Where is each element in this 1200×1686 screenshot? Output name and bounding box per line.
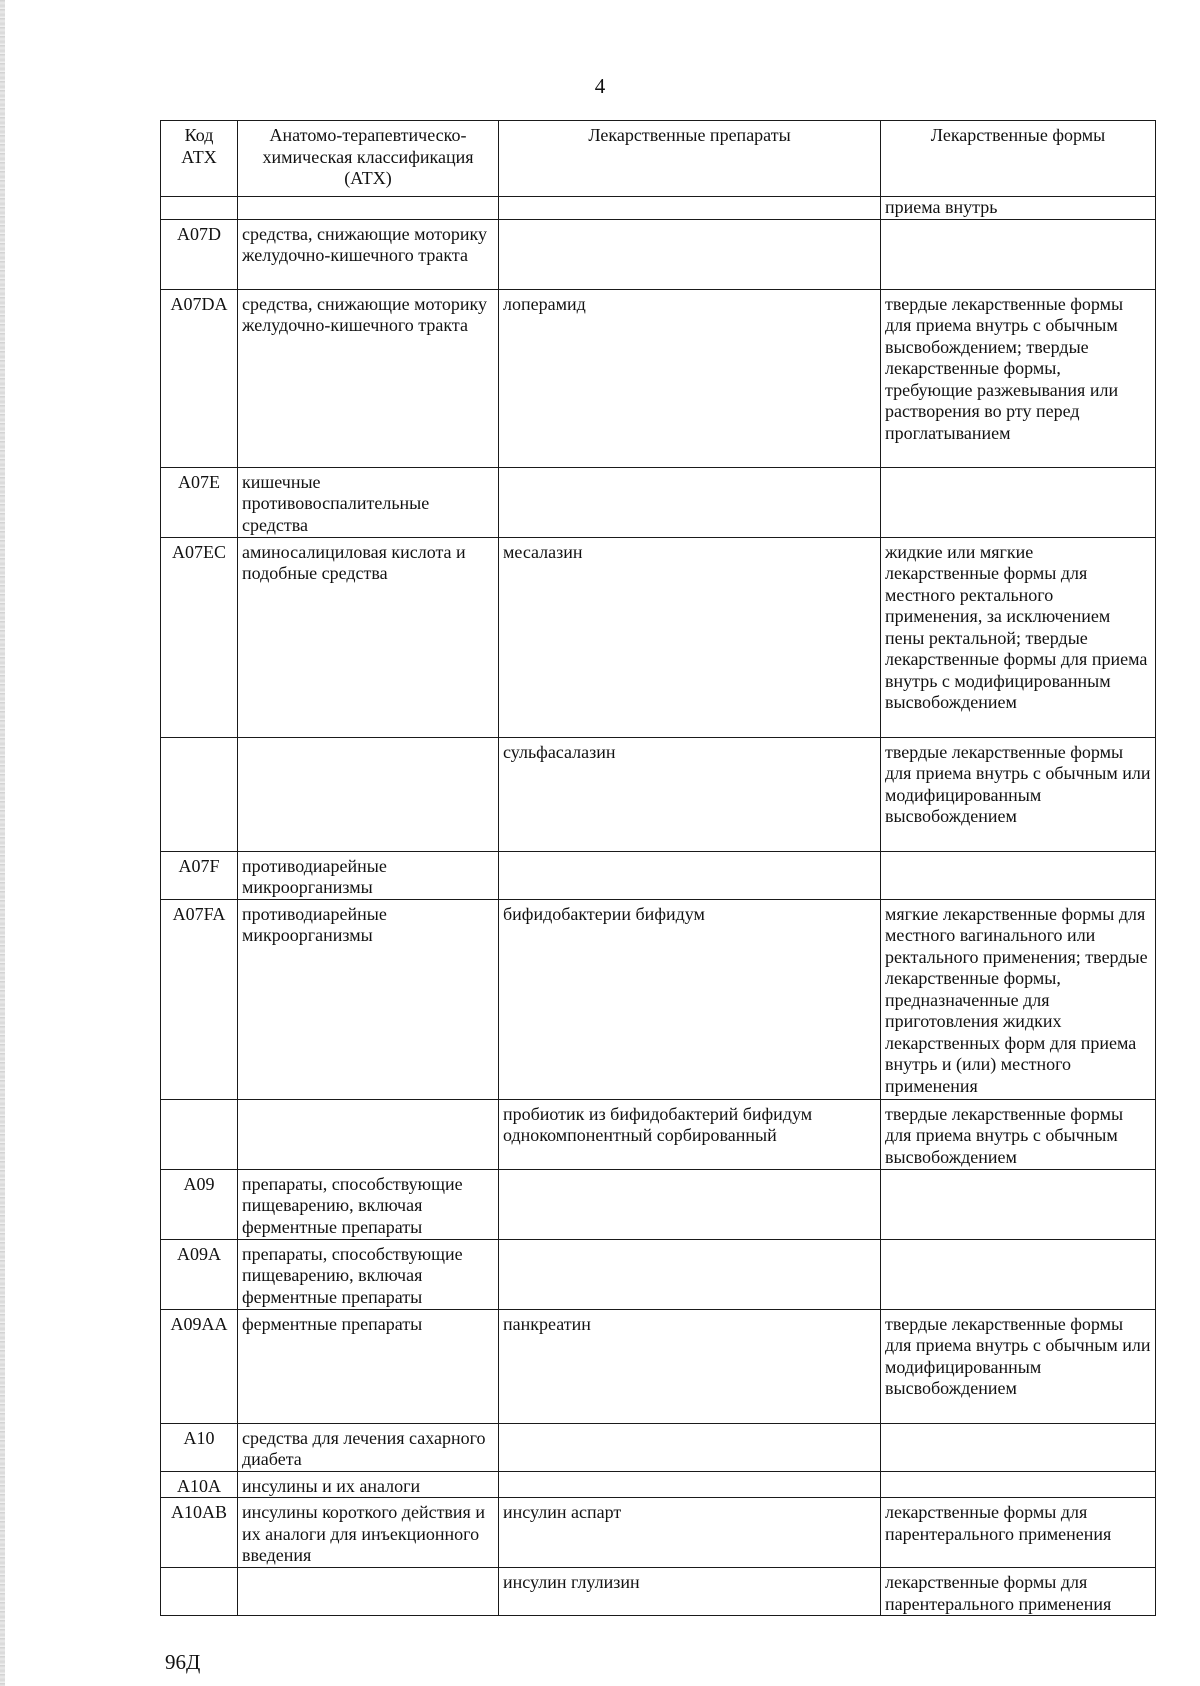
table-row (161, 197, 1156, 220)
atc-classification (238, 1568, 499, 1616)
drug-name (499, 1169, 881, 1239)
atc-code: A10A (161, 1471, 238, 1498)
table-row (161, 737, 1156, 851)
dosage-form (881, 851, 1156, 899)
table-row (161, 1169, 1156, 1239)
atc-classification: кишечные противовоспалительные средства (238, 467, 499, 537)
table-row (161, 537, 1156, 737)
atc-code: A09 (161, 1169, 238, 1239)
atc-classification: противодиарейные микроорганизмы (238, 899, 499, 1099)
atc-code: A07DA (161, 289, 238, 467)
atc-code: A07FA (161, 899, 238, 1099)
atc-code: A10 (161, 1423, 238, 1471)
atc-classification: препараты, способствующие пищеварению, включая ферментные препараты (238, 1169, 499, 1239)
dosage-form (881, 467, 1156, 537)
header-code: Код АТХ (161, 121, 238, 197)
header-row (161, 121, 1156, 197)
atc-code: A07D (161, 219, 238, 289)
dosage-form: приема внутрь (881, 197, 1156, 220)
drug-name: инсулин аспарт (499, 1498, 881, 1568)
drug-name (499, 1239, 881, 1309)
dosage-form: лекарственные формы для парентерального применения (881, 1568, 1156, 1616)
dosage-form (881, 219, 1156, 289)
atc-classification (238, 1099, 499, 1169)
scan-edge (0, 0, 5, 1686)
dosage-form (881, 1423, 1156, 1471)
table-row (161, 219, 1156, 289)
table-row (161, 1498, 1156, 1568)
drug-name: пробиотик из бифидобактерий бифидум однокомпонентный сорбированный (499, 1099, 881, 1169)
drug-name: месалазин (499, 537, 881, 737)
dosage-form: лекарственные формы для парентерального применения (881, 1498, 1156, 1568)
atc-code: A07EC (161, 537, 238, 737)
atc-code (161, 737, 238, 851)
atc-classification: ферментные препараты (238, 1309, 499, 1423)
atc-code (161, 1099, 238, 1169)
atc-classification: средства, снижающие моторику желудочно-кишечного тракта (238, 289, 499, 467)
atc-code: A07E (161, 467, 238, 537)
dosage-form: твердые лекарственные формы для приема внутрь с обычным высвобождением (881, 1099, 1156, 1169)
atc-classification (238, 197, 499, 220)
drug-name: лоперамид (499, 289, 881, 467)
drug-name (499, 1471, 881, 1498)
dosage-form (881, 1471, 1156, 1498)
atc-classification: средства, снижающие моторику желудочно-кишечного тракта (238, 219, 499, 289)
atc-code: A09A (161, 1239, 238, 1309)
document-code: 96Д (165, 1650, 201, 1674)
atc-classification (238, 737, 499, 851)
atc-classification: препараты, способствующие пищеварению, включая ферментные препараты (238, 1239, 499, 1309)
drug-name (499, 851, 881, 899)
table-row (161, 1423, 1156, 1471)
table-row (161, 851, 1156, 899)
table-row (161, 467, 1156, 537)
atc-classification: средства для лечения сахарного диабета (238, 1423, 499, 1471)
page-number: 4 (594, 74, 606, 98)
drug-name (499, 197, 881, 220)
dosage-form: твердые лекарственные формы для приема внутрь с обычным или модифицированным высвобождением (881, 1309, 1156, 1423)
dosage-form: мягкие лекарственные формы для местного вагинального или ректального применения; твердые лекарственные формы, предназначенные для приготовления жидких лекарственных форм для приема внутрь и (или) местного применения (881, 899, 1156, 1099)
table-row (161, 1568, 1156, 1616)
table-row (161, 1099, 1156, 1169)
table-row (161, 289, 1156, 467)
drug-name: инсулин глулизин (499, 1568, 881, 1616)
atc-code: A09AA (161, 1309, 238, 1423)
header-drugs: Лекарственные препараты (499, 121, 881, 197)
atc-table (160, 120, 1156, 1616)
dosage-form: твердые лекарственные формы для приема внутрь с обычным высвобождением; твердые лекарственные формы, требующие разжевывания или растворения во рту перед проглатыванием (881, 289, 1156, 467)
atc-code: A07F (161, 851, 238, 899)
atc-code (161, 1568, 238, 1616)
table-row (161, 899, 1156, 1099)
header-classification: Анатомо-терапевтическо-химическая классификация (АТХ) (238, 121, 499, 197)
drug-name: сульфасалазин (499, 737, 881, 851)
atc-code: A10AB (161, 1498, 238, 1568)
dosage-form: твердые лекарственные формы для приема внутрь с обычным или модифицированным высвобождением (881, 737, 1156, 851)
atc-classification: противодиарейные микроорганизмы (238, 851, 499, 899)
dosage-form (881, 1169, 1156, 1239)
atc-classification: инсулины короткого действия и их аналоги для инъекционного введения (238, 1498, 499, 1568)
drug-name (499, 219, 881, 289)
drug-name (499, 1423, 881, 1471)
table-row (161, 1471, 1156, 1498)
drug-name: панкреатин (499, 1309, 881, 1423)
header-forms: Лекарственные формы (881, 121, 1156, 197)
atc-classification: аминосалициловая кислота и подобные средства (238, 537, 499, 737)
table-row (161, 1309, 1156, 1423)
drug-name (499, 467, 881, 537)
dosage-form: жидкие или мягкие лекарственные формы для местного ректального применения, за исключением пены ректальной; твердые лекарственные формы для приема внутрь с модифицированным высвобождением (881, 537, 1156, 737)
drug-name: бифидобактерии бифидум (499, 899, 881, 1099)
atc-classification: инсулины и их аналоги (238, 1471, 499, 1498)
atc-code (161, 197, 238, 220)
table-row (161, 1239, 1156, 1309)
dosage-form (881, 1239, 1156, 1309)
